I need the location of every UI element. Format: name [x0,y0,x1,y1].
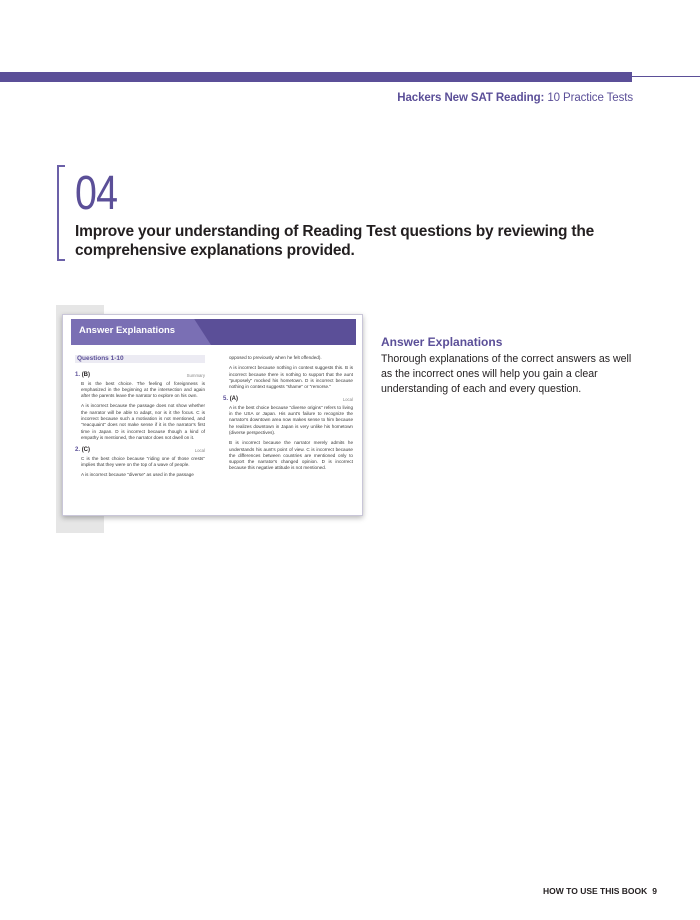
item-answer: (A) [229,396,239,403]
side-description: Thorough explanations of the correct answers as well as the incorrect ones will help you gain a clear understanding of each and every question. [381,353,632,395]
explanation-paragraph: B is incorrect because the narrator merely admits he understands his aunt's point of view. C is incorrect because the differences between countries are mentioned only to support the narrator's changed opinion. D is incorrect because this negative attitude is not mentioned. [229,440,353,471]
explanation-paragraph: A is incorrect because the passage does not show whether the narrator will be able to adapt, nor is it the focus. C is incorrect because such a motivation is not mentioned, and "reacquaint" does not make sense if it is the narrator's first time in Japan. D is incorrect because though a kind of empathy is mentioned, the narrator does not dwell on it. [81,403,205,440]
running-head [397,92,633,104]
side-heading: Answer Explanations [381,335,503,349]
page-number: 9 [652,886,657,896]
section-number: 04 [75,167,118,220]
sample-left-column [75,355,205,478]
item-heading [75,447,205,453]
explanation-paragraph: A is the best choice because "diverse origins" refers to living in the USA or Japan. His aunt's failure to recognize the narrator's downtown area now makes sense to him because he realizes downtown in Japan is very unlike his hometown (diverse perspectives). [229,404,353,435]
item-tag: Local [342,397,353,403]
top-rule-line [632,76,700,77]
explanation-paragraph: A is incorrect because nothing in context suggests this. B is incorrect because there is nothing to support that the aunt "purposely" mocked his hometown. D is incorrect because nothing in context suggests "shame" or "remorse." [229,365,353,390]
sample-page-header [71,319,356,345]
item-tag: Local [194,448,205,454]
explanation-paragraph: B is the best choice. The feeling of foreignness is emphasized in the beginning at the intersection and again after the parents leave the narrator to explore on his own. [81,380,205,399]
item-number: 5. [223,396,229,403]
footer-label: HOW TO USE THIS BOOK [543,886,648,896]
page-footer [543,886,657,896]
running-head-subtitle: 10 Practice Tests [544,92,633,104]
questions-heading: Questions 1-10 [75,355,205,363]
item-answer: (B) [81,372,91,379]
continued-text: opposed to previously when he felt offended). [229,355,322,360]
section-heading: Improve your understanding of Reading Test questions by reviewing the comprehensive explanations provided. [75,223,595,259]
item-number: 2. [75,447,81,454]
item-number: 1. [75,372,81,379]
item-tag: Summary [186,373,205,379]
item-heading [75,372,205,378]
explanation-paragraph: A is incorrect because "diverse" as used in the passage [81,472,194,478]
running-head-book: Hackers New SAT Reading: [397,92,545,104]
explanation-paragraph: C is the best choice because "riding one of those crests" implies that they were on the top of a wave of people. [81,455,205,467]
sample-page-preview [62,314,363,516]
section-bracket [57,165,65,261]
sample-right-column [223,355,353,472]
item-heading [223,396,353,402]
sample-page-title: Answer Explanations [79,325,176,336]
top-rule-bar [0,72,632,82]
item-answer: (C) [81,447,91,454]
